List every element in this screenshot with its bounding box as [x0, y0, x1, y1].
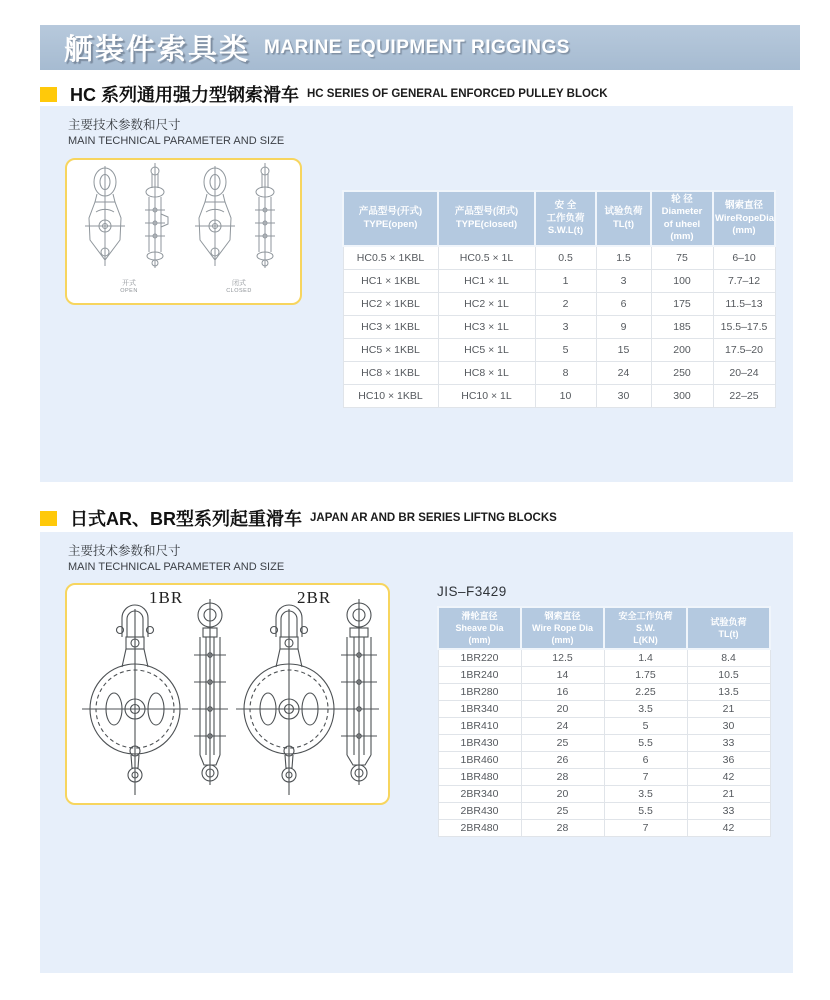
column-header: 轮 径 Diameter of uheel (mm) [651, 191, 713, 246]
label-2br: 2BR [297, 588, 332, 607]
br-block-drawings [67, 585, 388, 803]
table-cell: 33 [687, 802, 770, 819]
table-cell: 20–24 [713, 361, 775, 384]
table-cell: 16 [521, 683, 604, 700]
section-br-header [40, 505, 557, 531]
table-row [438, 649, 770, 666]
table-row [343, 384, 775, 407]
table-cell: 13.5 [687, 683, 770, 700]
table-cell: 5 [535, 338, 596, 361]
section-br-title-en: JAPAN AR AND BR SERIES LIFTNG BLOCKS [310, 512, 557, 524]
column-header: 钢索直径 Wire Rope Dia (mm) [521, 607, 604, 649]
table-row [343, 292, 775, 315]
table-cell: 3.5 [604, 700, 687, 717]
table-cell: 21 [687, 700, 770, 717]
table-cell: 5 [604, 717, 687, 734]
table-cell: HC5 × 1KBL [343, 338, 438, 361]
section-hc-title-en: HC SERIES OF GENERAL ENFORCED PULLEY BLOCK [307, 88, 608, 100]
table-row [438, 717, 770, 734]
column-header: 试验负荷 TL(t) [687, 607, 770, 649]
table-cell: 1BR240 [438, 666, 521, 683]
table-cell: 25 [521, 802, 604, 819]
column-header: 试验负荷 TL(t) [596, 191, 651, 246]
table-cell: 1BR340 [438, 700, 521, 717]
banner-title-en: MARINE EQUIPMENT RIGGINGS [264, 36, 570, 58]
section-hc-subheading [68, 117, 284, 149]
hc-parameter-table [342, 190, 776, 408]
table-cell: HC0.5 × 1KBL [343, 246, 438, 269]
column-header: 产品型号(闭式) TYPE(closed) [438, 191, 535, 246]
banner-title-zh: 舾装件索具类 [64, 34, 251, 66]
table-cell: 15 [596, 338, 651, 361]
table-cell: 185 [651, 315, 713, 338]
table-cell: 10.5 [687, 666, 770, 683]
column-header: 滑轮直径 Sheave Dia (mm) [438, 607, 521, 649]
table-cell: 7 [604, 819, 687, 836]
table-row [438, 802, 770, 819]
table-cell: 22–25 [713, 384, 775, 407]
section-br-subheading [68, 543, 284, 575]
table-cell: 20 [521, 700, 604, 717]
section-hc-panel [40, 106, 793, 482]
table-cell: HC3 × 1KBL [343, 315, 438, 338]
table-row [438, 768, 770, 785]
table-cell: HC5 × 1L [438, 338, 535, 361]
table-cell: 2BR340 [438, 785, 521, 802]
table-cell: 300 [651, 384, 713, 407]
table-cell: 33 [687, 734, 770, 751]
table-cell: 6–10 [713, 246, 775, 269]
table-cell: 1 [535, 269, 596, 292]
table-cell: 36 [687, 751, 770, 768]
hc-pulley-drawings [67, 160, 300, 276]
table-cell: 24 [596, 361, 651, 384]
subheading-zh: 主要技术参数和尺寸 [68, 118, 181, 132]
column-header: 产品型号(开式) TYPE(open) [343, 191, 438, 246]
table-cell: 2 [535, 292, 596, 315]
table-cell: 1BR410 [438, 717, 521, 734]
table-cell: 8 [535, 361, 596, 384]
table-cell: HC2 × 1KBL [343, 292, 438, 315]
table-row [438, 751, 770, 768]
table-cell: 5.5 [604, 734, 687, 751]
table-cell: 11.5–13 [713, 292, 775, 315]
table-cell: 15.5–17.5 [713, 315, 775, 338]
table-cell: 42 [687, 819, 770, 836]
table-row [438, 734, 770, 751]
table-cell: 6 [596, 292, 651, 315]
table-cell: 3 [596, 269, 651, 292]
subheading-en: MAIN TECHNICAL PARAMETER AND SIZE [68, 134, 285, 147]
table-cell: HC1 × 1KBL [343, 269, 438, 292]
table-cell: 1BR430 [438, 734, 521, 751]
table-cell: 1.5 [596, 246, 651, 269]
table-row [343, 269, 775, 292]
table-cell: 30 [596, 384, 651, 407]
caption-closed [207, 279, 271, 295]
subheading-en: MAIN TECHNICAL PARAMETER AND SIZE [68, 560, 285, 573]
table-cell: 0.5 [535, 246, 596, 269]
br-table-body [438, 649, 770, 836]
table-cell: 250 [651, 361, 713, 384]
table-cell: 7 [604, 768, 687, 785]
table-cell: 3 [535, 315, 596, 338]
table-cell: 200 [651, 338, 713, 361]
table-row [343, 315, 775, 338]
table-row [438, 700, 770, 717]
table-cell: 1BR480 [438, 768, 521, 785]
caption-closed-en: CLOSED [226, 288, 252, 295]
table-cell: 1.75 [604, 666, 687, 683]
caption-open-en: OPEN [120, 288, 138, 295]
hc-diagram-box [65, 158, 302, 305]
table-cell: 30 [687, 717, 770, 734]
table-row [438, 819, 770, 836]
br-parameter-table [437, 606, 771, 837]
table-cell: 26 [521, 751, 604, 768]
table-cell: 20 [521, 785, 604, 802]
table-cell: 1.4 [604, 649, 687, 666]
table-cell: HC1 × 1L [438, 269, 535, 292]
caption-open [97, 279, 161, 295]
table-cell: 2BR430 [438, 802, 521, 819]
table-cell: 28 [521, 819, 604, 836]
table-cell: 1BR280 [438, 683, 521, 700]
page-banner [40, 25, 800, 70]
header-row [343, 191, 775, 246]
table-cell: 12.5 [521, 649, 604, 666]
table-cell: 25 [521, 734, 604, 751]
table-cell: HC3 × 1L [438, 315, 535, 338]
br-table-head [438, 607, 770, 649]
yellow-bullet-icon [40, 87, 57, 102]
section-hc-title-zh: HC 系列通用强力型钢索滑车 [70, 85, 299, 105]
table-cell: 7.7–12 [713, 269, 775, 292]
table-cell: 9 [596, 315, 651, 338]
hc-table-head [343, 191, 775, 246]
table-cell: 28 [521, 768, 604, 785]
table-cell: 5.5 [604, 802, 687, 819]
table-cell: 14 [521, 666, 604, 683]
table-row [343, 246, 775, 269]
table-cell: 8.4 [687, 649, 770, 666]
column-header: 安 全 工作负荷 S.W.L(t) [535, 191, 596, 246]
caption-closed-zh: 闭式 [232, 280, 246, 287]
yellow-bullet-icon [40, 511, 57, 526]
table-cell: 2.25 [604, 683, 687, 700]
table-row [438, 683, 770, 700]
table-cell: 6 [604, 751, 687, 768]
table-row [438, 666, 770, 683]
header-row [438, 607, 770, 649]
label-1br: 1BR [149, 588, 184, 607]
br-diagram-box [65, 583, 390, 805]
table-cell: 1BR460 [438, 751, 521, 768]
section-hc-header [40, 81, 608, 107]
table-cell: 17.5–20 [713, 338, 775, 361]
table-cell: 100 [651, 269, 713, 292]
table-cell: 2BR480 [438, 819, 521, 836]
table-cell: HC10 × 1L [438, 384, 535, 407]
column-header: 钢索直径 WireRopeDia (mm) [713, 191, 775, 246]
table-cell: 21 [687, 785, 770, 802]
table-cell: 3.5 [604, 785, 687, 802]
hc-table-body [343, 246, 775, 407]
section-br-title-zh: 日式AR、BR型系列起重滑车 [70, 509, 302, 529]
table-cell: 24 [521, 717, 604, 734]
table-cell: 10 [535, 384, 596, 407]
table-cell: 1BR220 [438, 649, 521, 666]
table-cell: HC0.5 × 1L [438, 246, 535, 269]
subheading-zh: 主要技术参数和尺寸 [68, 544, 181, 558]
standard-number: JIS–F3429 [437, 584, 507, 599]
table-cell: 42 [687, 768, 770, 785]
table-row [343, 361, 775, 384]
table-cell: HC8 × 1L [438, 361, 535, 384]
table-cell: HC2 × 1L [438, 292, 535, 315]
table-cell: HC8 × 1KBL [343, 361, 438, 384]
table-row [438, 785, 770, 802]
column-header: 安全工作负荷 S.W. L(KN) [604, 607, 687, 649]
table-row [343, 338, 775, 361]
caption-open-zh: 开式 [122, 280, 136, 287]
section-br-panel [40, 532, 793, 973]
table-cell: 75 [651, 246, 713, 269]
table-cell: HC10 × 1KBL [343, 384, 438, 407]
table-cell: 175 [651, 292, 713, 315]
